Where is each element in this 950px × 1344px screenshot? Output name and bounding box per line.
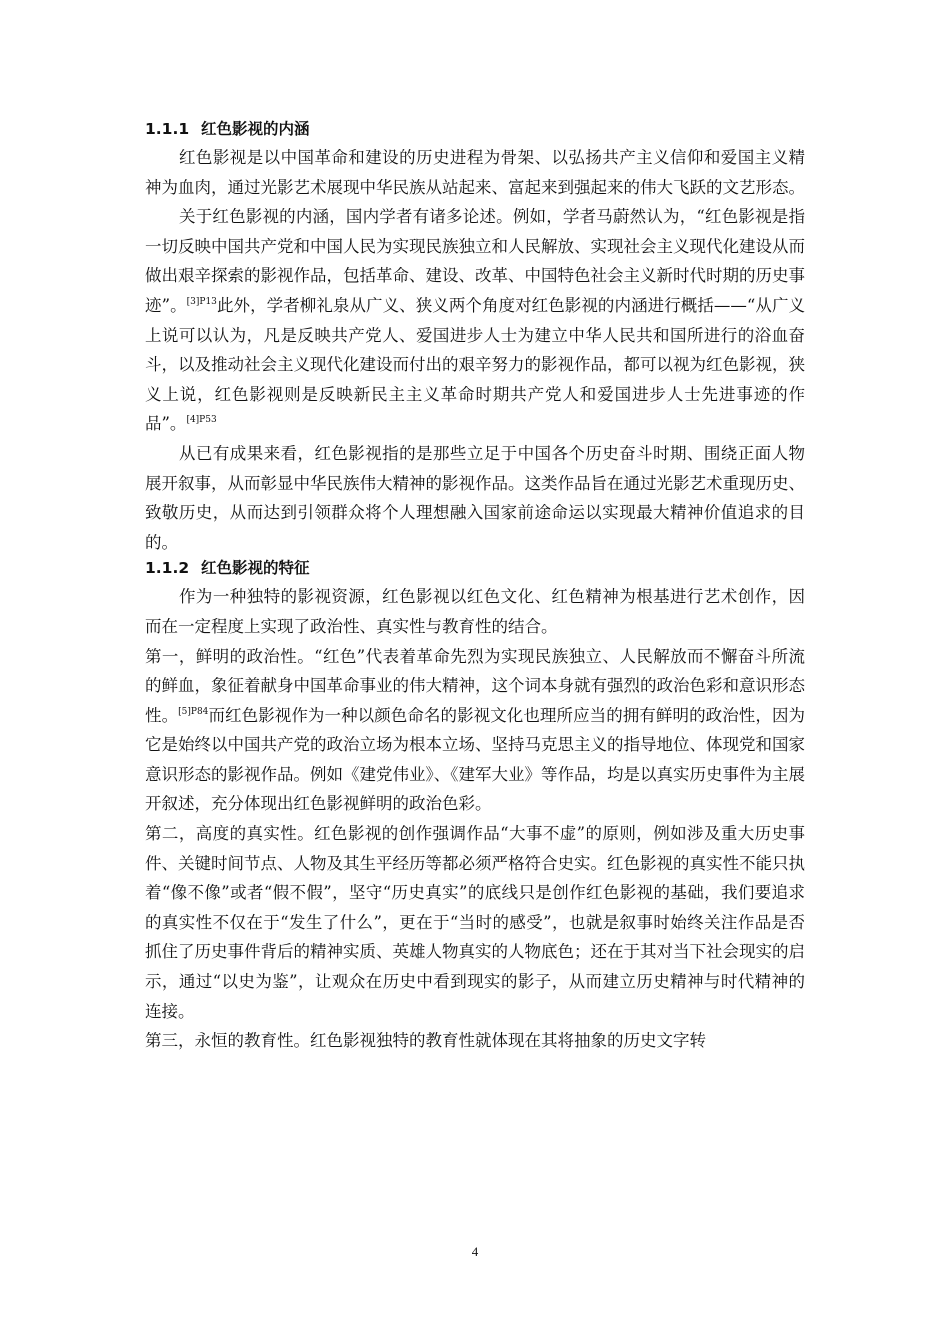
section-number: 1.1.1 — [145, 120, 190, 138]
paragraph-text: 第一，鲜明的政治性。“红色”代表着革命先烈为实现民族独立、人民解放而不懈奋斗所流的鲜血，象征着献身中国革命事业的伟大精神，这个词本身就有强烈的政治色彩和意识形态性。 — [145, 646, 805, 725]
section-number: 1.1.2 — [145, 559, 190, 578]
paragraph-text: 第二，高度的真实性。红色影视的创作强调作品“大事不虚”的原则，例如涉及重大历史事件、关键时间节点、人物及其生平经历等都必须严格符合史实。红色影视的真实性不能只执着“像不像”或者“假不假”，坚守“历史真实”的底线只是创作红色影视的基础，我们要追求的真实性不仅在于“发生了什么”，更在于“当时的感受”，也就是叙事时始终关注作品是否抓住了历史事件背后的精神实质、英雄人物真实的人物底色；还在于其对当下社会现实的启示，通过“以史为鉴”，让观众在历史中看到现实的影子，从而建立历史精神与时代精神的连接。 — [145, 824, 805, 1021]
section-title: 红色影视的内涵 — [201, 120, 310, 138]
paragraph-text: 作为一种独特的影视资源，红色影视以红色文化、红色精神为根基进行艺术创作，因而在一定程度上实现了政治性、真实性与教育性的结合。 — [145, 587, 805, 636]
paragraph-text: 从已有成果来看，红色影视指的是那些立足于中国各个历史奋斗时期、围绕正面人物展开叙事，从而彰显中华民族伟大精神的影视作品。这类作品旨在通过光影艺术重现历史、致敬历史，从而达到引领群众将个人理想融入国家前途命运以实现最大精神价值追求的目的。 — [145, 443, 805, 552]
paragraph-text: 此外，学者柳礼泉从广义、狭义两个角度对红色影视的内涵进行概括——“从广义上说可以认为，凡是反映共产党人、爱国进步人士为建立中华人民共和国所进行的浴血奋斗，以及推动社会主义现代化建设而付出的艰辛努力的影视作品，都可以视为红色影视，狭义上说，红色影视则是反映新民主主义革命时期共产党人和爱国进步人士先进事迹的作品”。 — [145, 295, 806, 434]
paragraph-text: 而红色影视作为一种以颜色命名的影视文化也理所应当的拥有鲜明的政治性，因为它是始终以中国共产党的政治立场为根本立场、坚持马克思主义的指导地位、体现党和国家意识形态的影视作品。例如《建党伟业》、《建军大业》等作品，均是以真实历史事件为主展开叙述，充分体现出红色影视鲜明的政治色彩。 — [145, 705, 806, 814]
paragraph — [145, 1026, 805, 1056]
section-title: 红色影视的特征 — [201, 559, 310, 578]
section-heading — [145, 557, 805, 579]
page-body — [145, 118, 805, 1056]
section-heading — [145, 118, 805, 140]
paragraph — [145, 582, 805, 641]
citation-reference: [5]P84 — [178, 706, 209, 717]
citation-reference: [4]P53 — [186, 415, 217, 426]
page-number: 4 — [471, 1244, 479, 1259]
paragraph — [145, 439, 805, 557]
paragraph-text: 红色影视是以中国革命和建设的历史进程为骨架、以弘扬共产主义信仰和爱国主义精神为血肉，通过光影艺术展现中华民族从站起来、富起来到强起来的伟大飞跃的文艺形态。 — [145, 148, 805, 197]
paragraph — [145, 143, 805, 202]
paragraph — [145, 642, 805, 820]
paragraph — [145, 819, 805, 1026]
paragraph-text: 第三，永恒的教育性。红色影视独特的教育性就体现在其将抽象的历史文字转 — [145, 1031, 706, 1051]
paragraph-text: 关于红色影视的内涵，国内学者有诸多论述。例如，学者马蔚然认为，“红色影视是指一切反映中国共产党和中国人民为实现民族独立和人民解放、实现社会主义现代化建设从而做出艰辛探索的影视作品，包括革命、建设、改革、中国特色社会主义新时代时期的历史事迹”。 — [145, 207, 805, 315]
citation-reference: [3]P13 — [186, 296, 217, 307]
paragraph — [145, 202, 805, 439]
document-content — [145, 118, 805, 1056]
